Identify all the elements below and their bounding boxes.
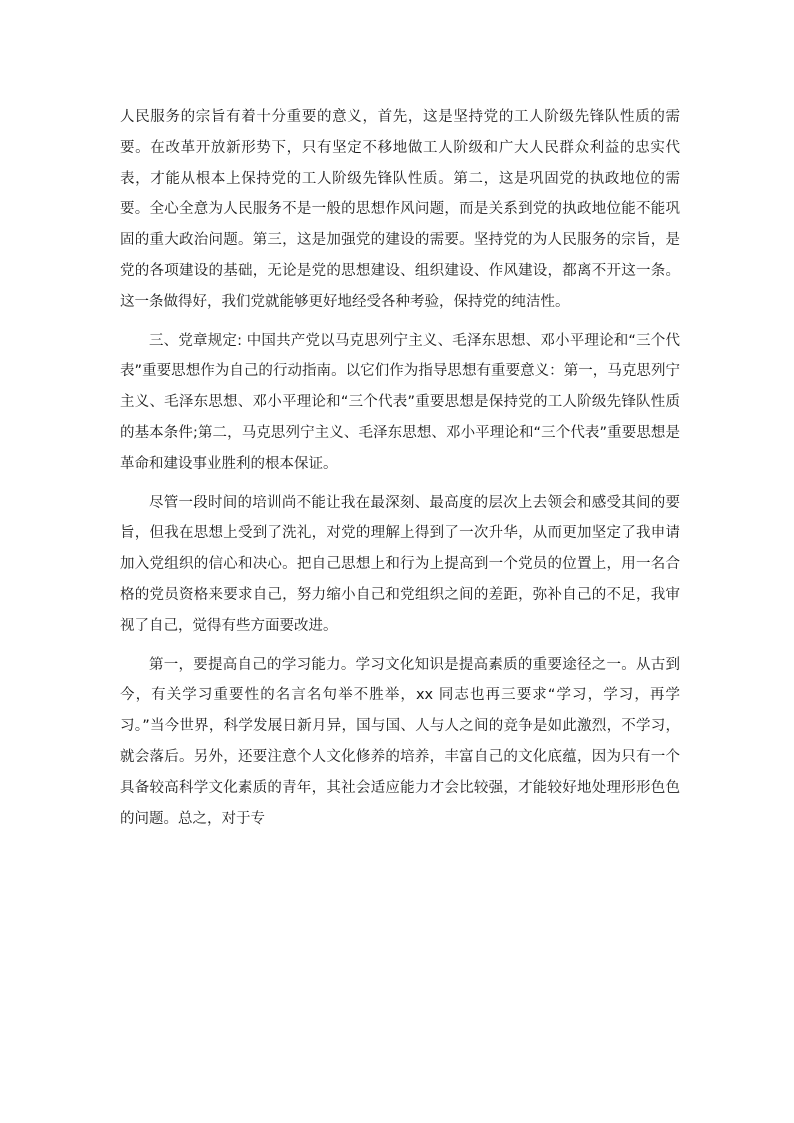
paragraph-continuation: 人民服务的宗旨有着十分重要的意义，首先，这是坚持党的工人阶级先锋队性质的需要。在改革开放新形势下，只有坚定不移地做工人阶级和广大人民群众利益的忠实代表，才能从根本上保持党的工人阶级先锋队性质。第二，这是巩固党的执政地位的需要。全心全意为人民服务不是一般的思想作风问题，而是关系到党的执政地位能不能巩固的重大政治问题。第三，这是加强党的建设的需要。坚持党的为人民服务的宗旨，是党的各项建设的基础，无论是党的思想建设、组织建设、作风建设，都离不开这一条。这一条做得好，我们党就能够更好地经受各种考验，保持党的纯洁性。: [120, 109, 680, 310]
paragraph-training-reflection: 尽管一段时间的培训尚不能让我在最深刻、最高度的层次上去领会和感受其间的要旨，但我在思想上受到了洗礼，对党的理解上得到了一次升华，从而更加坚定了我申请加入党组织的信心和决心。把自己思想上和行为上提高到一个党员的位置上，用一名合格的党员资格来要求自己，努力缩小自己和党组织之间的差距，弥补自己的不足，我审视了自己，觉得有些方面要改进。: [120, 494, 680, 634]
document-body: [120, 102, 680, 842]
paragraph-learning-ability: 第一，要提高自己的学习能力。学习文化知识是提高素质的重要途径之一。从古到今，有关学习重要性的名言名句举不胜举，xx 同志也再三要求“学习，学习，再学习。”当今世界，科学发展日新月异，国与国、人与人之间的竞争是如此激烈，不学习，就会落后。另外，还要注意个人文化修养的培养，丰富自己的文化底蕴，因为只有一个具备较高科学文化素质的青年，其社会适应能力才会比较强，才能较好地处理形形色色的问题。总之，对于专: [120, 656, 680, 827]
paragraph-party-constitution: 三、党章规定: 中国共产党以马克思列宁主义、毛泽东思想、邓小平理论和“三个代表”重要思想作为自己的行动指南。以它们作为指导思想有重要意义：第一，马克思列宁主义、毛泽东思想、邓小平理论和“三个代表”重要思想是保持党的工人阶级先锋队性质的基本条件;第二，马克思列宁主义、毛泽东思想、邓小平理论和“三个代表”重要思想是革命和建设事业胜利的根本保证。: [120, 332, 680, 472]
